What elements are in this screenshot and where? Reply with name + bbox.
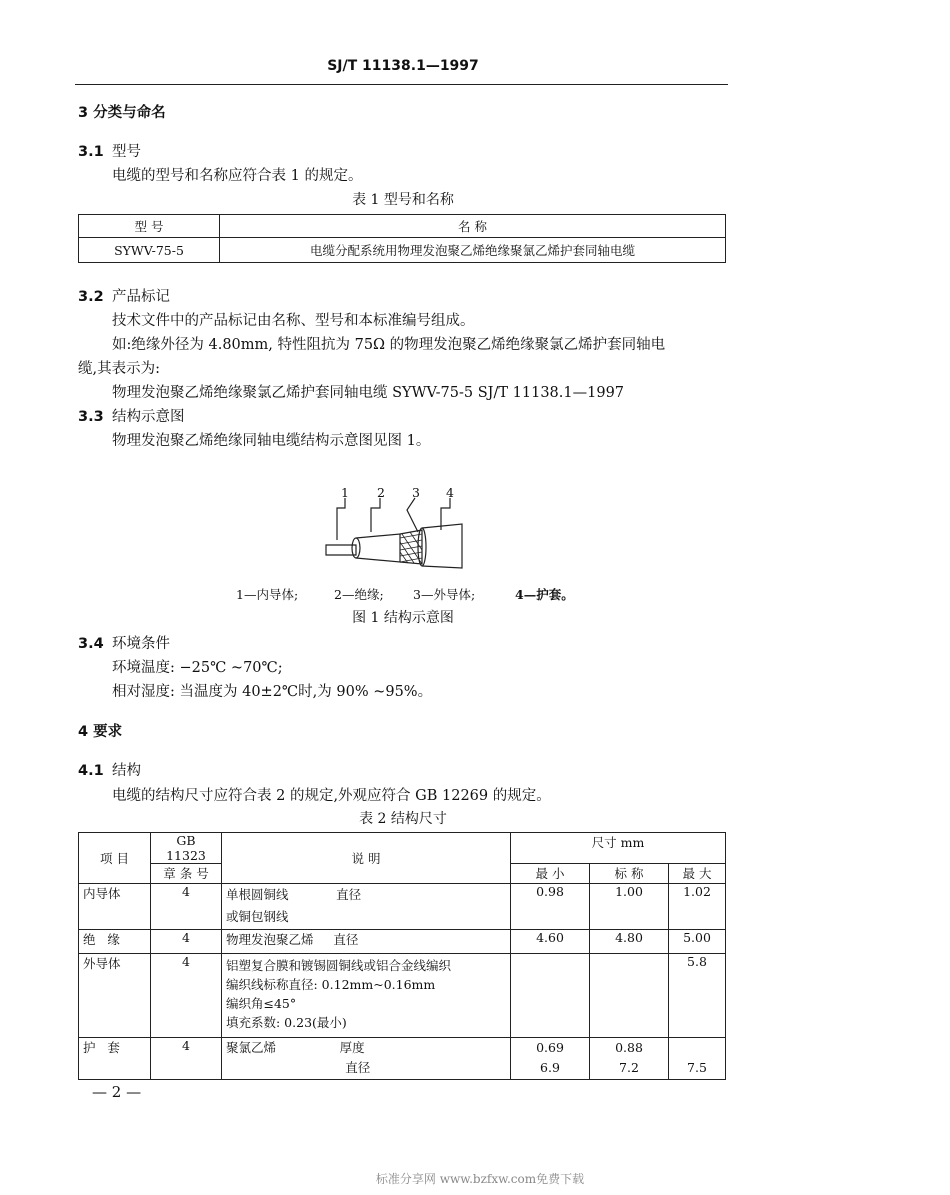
table-2-header-min: 最 小 bbox=[511, 864, 590, 884]
cell-value: 7.5 bbox=[687, 1060, 707, 1075]
cell-value: 7.2 bbox=[619, 1060, 639, 1075]
table-2-max bbox=[669, 1038, 726, 1080]
figure-legend-3: 3—外导体; bbox=[413, 587, 476, 602]
table-2-min: 0.98 bbox=[511, 884, 590, 930]
table-2-min bbox=[511, 1038, 590, 1080]
figure-label-3: 3 bbox=[412, 485, 420, 500]
table-2-header-std: GB 11323 bbox=[151, 833, 222, 864]
table-1-header-name: 名 称 bbox=[220, 215, 726, 238]
cell-empty bbox=[673, 1038, 721, 1058]
figure-label-2: 2 bbox=[377, 485, 385, 500]
desc-line: 铝塑复合膜和镀锡圆铜线或铝合金线编织 bbox=[226, 958, 452, 973]
section-4-heading: 4 要求 bbox=[78, 724, 123, 740]
table-2-desc bbox=[222, 954, 511, 1038]
section-3-2-p2: 如:绝缘外径为 4.80mm, 特性阻抗为 75Ω 的物理发泡聚乙烯绝缘聚氯乙烯护套同轴电 bbox=[112, 337, 666, 353]
leader-line-1 bbox=[337, 498, 345, 540]
page-number: — 2 — bbox=[92, 1083, 142, 1101]
table-2-clause: 4 bbox=[151, 954, 222, 1038]
table-2-header-max: 最 大 bbox=[669, 864, 726, 884]
section-title: 环境条件 bbox=[112, 636, 170, 652]
table-2-clause: 4 bbox=[151, 884, 222, 930]
section-3-4-temperature: 环境温度: −25℃ ~70℃; bbox=[112, 660, 283, 676]
table-2-header-size: 尺寸 mm bbox=[511, 833, 726, 864]
figure-legend-2: 2—绝缘; bbox=[334, 587, 384, 602]
desc-line: 单根圆铜线 直径 bbox=[226, 887, 362, 902]
table-2-clause: 4 bbox=[151, 930, 222, 954]
table-1-cell-model: SYWV-75-5 bbox=[79, 238, 220, 263]
figure-1-caption: 图 1 结构示意图 bbox=[352, 610, 454, 626]
table-2-desc bbox=[222, 884, 511, 930]
section-number: 3.1 bbox=[78, 144, 104, 160]
section-3-1-heading bbox=[78, 140, 141, 161]
section-3-3-text: 物理发泡聚乙烯绝缘同轴电缆结构示意图见图 1。 bbox=[112, 433, 431, 449]
section-4-1-text: 电缆的结构尺寸应符合表 2 的规定,外观应符合 GB 12269 的规定。 bbox=[112, 788, 551, 804]
table-2-item: 护 套 bbox=[79, 1038, 151, 1080]
section-3-heading: 3 分类与命名 bbox=[78, 105, 166, 121]
table-row bbox=[79, 930, 726, 954]
cable-structure-figure bbox=[310, 480, 490, 575]
insulation bbox=[356, 534, 400, 562]
section-3-2-p3: 缆,其表示为: bbox=[78, 361, 160, 377]
figure-label-4: 4 bbox=[446, 485, 454, 500]
table-2-desc bbox=[222, 1038, 511, 1080]
section-number: 3.3 bbox=[78, 409, 104, 425]
table-2-nominal bbox=[590, 1038, 669, 1080]
section-3-4-heading bbox=[78, 632, 170, 653]
section-title: 结构示意图 bbox=[112, 409, 185, 425]
figure-legend-4: 4—护套。 bbox=[515, 587, 574, 602]
table-2-min: 4.60 bbox=[511, 930, 590, 954]
table-2-max: 5.00 bbox=[669, 930, 726, 954]
table-row bbox=[79, 1038, 726, 1080]
table-2-header-item: 项 目 bbox=[79, 833, 151, 884]
section-3-4-humidity: 相对湿度: 当温度为 40±2℃时,为 90% ~95%。 bbox=[112, 684, 433, 700]
jacket bbox=[422, 524, 462, 568]
section-title: 结构 bbox=[112, 763, 141, 779]
section-number: 4.1 bbox=[78, 763, 104, 779]
desc-line: 编织角≤45° bbox=[226, 996, 297, 1011]
desc-line: 填充系数: 0.23(最小) bbox=[226, 1015, 347, 1030]
table-2-header-nominal: 标 称 bbox=[590, 864, 669, 884]
document-header: SJ/T 11138.1—1997 bbox=[327, 58, 479, 74]
table-2-item: 外导体 bbox=[79, 954, 151, 1038]
section-3-1-text: 电缆的型号和名称应符合表 1 的规定。 bbox=[112, 168, 363, 184]
table-1-cell-name: 电缆分配系统用物理发泡聚乙烯绝缘聚氯乙烯护套同轴电缆 bbox=[220, 238, 726, 263]
section-3-2-p1: 技术文件中的产品标记由名称、型号和本标准编号组成。 bbox=[112, 313, 475, 329]
table-2-header-clause: 章 条 号 bbox=[151, 864, 222, 884]
desc-line: 直径 bbox=[226, 1060, 371, 1075]
table-2-clause: 4 bbox=[151, 1038, 222, 1080]
table-row bbox=[79, 954, 726, 1038]
watermark: 标准分享网 www.bzfxw.com免费下载 bbox=[375, 1172, 585, 1186]
table-2-caption: 表 2 结构尺寸 bbox=[359, 811, 447, 827]
leader-line-3 bbox=[407, 498, 418, 532]
table-2-header-desc: 说 明 bbox=[222, 833, 511, 884]
table-1-caption: 表 1 型号和名称 bbox=[352, 192, 454, 208]
table-1-header-model: 型 号 bbox=[79, 215, 220, 238]
section-title: 产品标记 bbox=[112, 289, 170, 305]
section-3-2-heading bbox=[78, 285, 170, 306]
table-2-nominal: 1.00 bbox=[590, 884, 669, 930]
header-rule bbox=[75, 84, 728, 85]
cell-value: 0.69 bbox=[536, 1040, 564, 1055]
cell-value: 6.9 bbox=[540, 1060, 560, 1075]
section-title: 型号 bbox=[112, 144, 141, 160]
table-2 bbox=[78, 832, 726, 1080]
leader-line-2 bbox=[371, 498, 380, 532]
figure-label-1: 1 bbox=[341, 485, 349, 500]
desc-line: 聚氯乙烯 厚度 bbox=[226, 1040, 365, 1055]
section-number: 3.2 bbox=[78, 289, 104, 305]
table-2-nominal: 4.80 bbox=[590, 930, 669, 954]
section-number: 3.4 bbox=[78, 636, 104, 652]
section-3-2-p4: 物理发泡聚乙烯绝缘聚氯乙烯护套同轴电缆 SYWV-75-5 SJ/T 11138.1—1997 bbox=[112, 385, 625, 401]
table-1 bbox=[78, 214, 726, 263]
table-row bbox=[79, 884, 726, 930]
table-2-min bbox=[511, 954, 590, 1038]
table-2-item: 内导体 bbox=[79, 884, 151, 930]
cell-value: 0.88 bbox=[615, 1040, 643, 1055]
table-2-nominal bbox=[590, 954, 669, 1038]
desc-line: 或铜包钢线 bbox=[226, 909, 289, 924]
desc-line: 编织线标称直径: 0.12mm~0.16mm bbox=[226, 977, 436, 992]
table-2-max: 1.02 bbox=[669, 884, 726, 930]
section-3-3-heading bbox=[78, 405, 185, 426]
section-4-1-heading bbox=[78, 759, 141, 780]
figure-legend-1: 1—内导体; bbox=[236, 587, 299, 602]
table-2-max: 5.8 bbox=[669, 954, 726, 1038]
table-2-desc: 物理发泡聚乙烯 直径 bbox=[222, 930, 511, 954]
table-2-item: 绝 缘 bbox=[79, 930, 151, 954]
